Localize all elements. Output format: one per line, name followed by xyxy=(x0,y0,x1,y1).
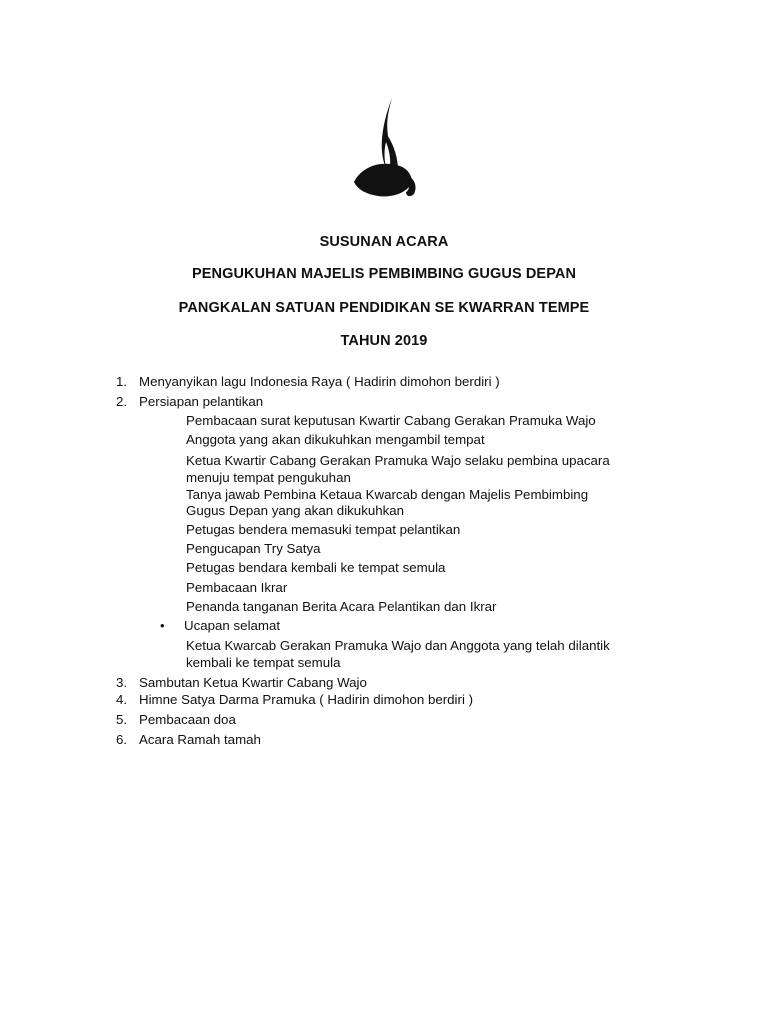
list-item: Menyanyikan lagu Indonesia Raya ( Hadirin dimohon berdiri ) xyxy=(139,374,500,389)
sub-list-item: Tanya jawab Pembina Ketaua Kwarcab dengan Majelis Pembimbing xyxy=(186,487,589,502)
title-year: TAHUN 2019 xyxy=(340,333,428,349)
sub-list-item: Ketua Kwarcab Gerakan Pramuka Wajo dan Anggota yang telah dilantik xyxy=(186,638,610,653)
bullet-dot: • xyxy=(160,618,165,633)
title-location: PANGKALAN SATUAN PENDIDIKAN SE KWARRAN TEMPE xyxy=(178,300,590,316)
sub-list-item: Ketua Kwartir Cabang Gerakan Pramuka Wajo selaku pembina upacara xyxy=(186,453,610,468)
sub-list-item: Pengucapan Try Satya xyxy=(186,541,321,556)
title-event: PENGUKUHAN MAJELIS PEMBIMBING GUGUS DEPAN xyxy=(191,266,577,282)
sub-list-item: Petugas bendera memasuki tempat pelantikan xyxy=(186,522,461,537)
sub-list-item-continuation: Gugus Depan yang akan dikukuhkan xyxy=(186,503,405,518)
list-item: Persiapan pelantikan xyxy=(139,394,264,409)
sub-list-item: Pembacaan surat keputusan Kwartir Cabang Gerakan Pramuka Wajo xyxy=(186,413,596,428)
list-item: Acara Ramah tamah xyxy=(139,732,261,747)
sub-list-item: Anggota yang akan dikukuhkan mengambil tempat xyxy=(186,432,485,447)
sub-list-item: Pembacaan Ikrar xyxy=(186,580,288,595)
item-number: 4. xyxy=(116,692,128,707)
sub-list-item: Penanda tanganan Berita Acara Pelantikan dan Ikrar xyxy=(186,599,497,614)
sub-list-item-continuation: menuju tempat pengukuhan xyxy=(186,470,351,485)
tunas-kelapa-icon xyxy=(348,94,422,206)
sub-list-item: Ucapan selamat xyxy=(184,618,281,633)
sub-list-item-continuation: kembali ke tempat semula xyxy=(186,655,341,670)
item-number: 3. xyxy=(116,675,128,690)
item-number: 5. xyxy=(116,712,128,727)
list-item: Pembacaan doa xyxy=(139,712,236,727)
sub-list-item: Petugas bendara kembali ke tempat semula xyxy=(186,560,446,575)
list-item: Sambutan Ketua Kwartir Cabang Wajo xyxy=(139,675,367,690)
title-susunan-acara: SUSUNAN ACARA xyxy=(319,234,449,250)
item-number: 1. xyxy=(116,374,128,389)
list-item: Himne Satya Darma Pramuka ( Hadirin dimohon berdiri ) xyxy=(139,692,474,707)
item-number: 2. xyxy=(116,394,128,409)
item-number: 6. xyxy=(116,732,128,747)
